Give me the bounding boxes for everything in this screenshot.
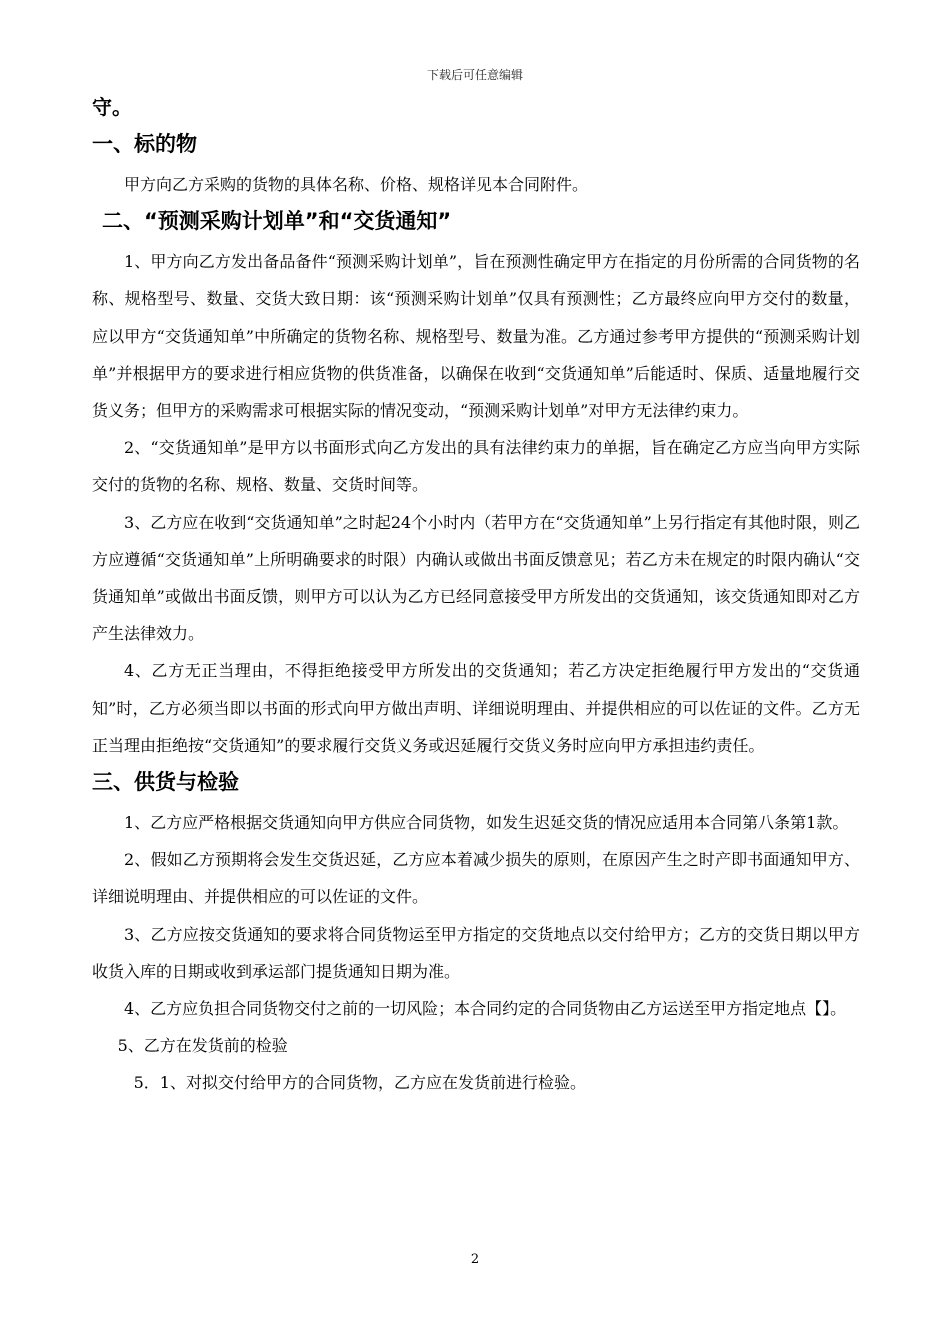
- section-2-paragraph-2: 2、“交货通知单”是甲方以书面形式向乙方发出的具有法律约束力的单据，旨在确定乙方应当向甲方实际交付的货物的名称、规格、数量、交货时间等。: [92, 438, 860, 495]
- section-3-paragraph-4: 4、乙方应负担合同货物交付之前的一切风险；本合同约定的合同货物由乙方运送至甲方指定地点【】。: [124, 999, 847, 1019]
- section-2-title: 二、“预测采购计划单”和“交货通知”: [102, 209, 452, 234]
- document-body: [92, 92, 860, 1102]
- section-3-paragraph-5-1: 5．1、对拟交付给甲方的合同货物，乙方应在发货前进行检验。: [133, 1073, 586, 1093]
- header-note: 下载后可任意编辑: [426, 68, 523, 82]
- section-3-title: 三、供货与检验: [92, 770, 239, 795]
- lead-fragment: 守。: [92, 95, 132, 119]
- section-3-paragraph-5: 5、乙方在发货前的检验: [117, 1036, 288, 1056]
- section-3-paragraph-3: 3、乙方应按交货通知的要求将合同货物运至甲方指定的交货地点以交付给甲方；乙方的交货日期以甲方收货入库的日期或收到承运部门提货通知日期为准。: [92, 924, 860, 981]
- page-number: 2: [470, 1252, 480, 1267]
- section-3-paragraph-1: 1、乙方应严格根据交货通知向甲方供应合同货物，如发生迟延交货的情况应适用本合同第八条第1款。: [124, 813, 849, 833]
- section-2-paragraph-4: 4、乙方无正当理由，不得拒绝接受甲方所发出的交货通知；若乙方决定拒绝履行甲方发出的“交货通知”时，乙方必须当即以书面的形式向甲方做出声明、详细说明理由、并提供相应的可以佐证的文件。乙方无正当理由拒绝按“交货通知”的要求履行交货义务或迟延履行交货义务时应向甲方承担违约责任。: [92, 661, 860, 755]
- section-2-paragraph-3: 3、乙方应在收到“交货通知单”之时起24个小时内（若甲方在“交货通知单”上另行指定有其他时限，则乙方应遵循“交货通知单”上所明确要求的时限）内确认或做出书面反馈意见；若乙方未在规定的时限内确认“交货通知单”或做出书面反馈，则甲方可以认为乙方已经同意接受甲方所发出的交货通知，该交货通知即对乙方产生法律效力。: [92, 512, 860, 644]
- section-1-paragraph: 甲方向乙方采购的货物的具体名称、价格、规格详见本合同附件。: [124, 175, 589, 194]
- section-3-paragraph-2: 2、假如乙方预期将会发生交货迟延，乙方应本着减少损失的原则，在原因产生之时产即书面通知甲方、详细说明理由、并提供相应的可以佐证的文件。: [92, 850, 860, 907]
- section-2-paragraph-1: 1、甲方向乙方发出备品备件“预测采购计划单”，旨在预测性确定甲方在指定的月份所需的合同货物的名称、规格型号、数量、交货大致日期：该“预测采购计划单”仅具有预测性；乙方最终应向甲方交付的数量，应以甲方“交货通知单”中所确定的货物名称、规格型号、数量为准。乙方通过参考甲方提供的“预测采购计划单”并根据甲方的要求进行相应货物的供货准备，以确保在收到“交货通知单”后能适时、保质、适量地履行交货义务；但甲方的采购需求可根据实际的情况变动，“预测采购计划单”对甲方无法律约束力。: [92, 252, 860, 421]
- section-1-title: 一、标的物: [92, 132, 197, 156]
